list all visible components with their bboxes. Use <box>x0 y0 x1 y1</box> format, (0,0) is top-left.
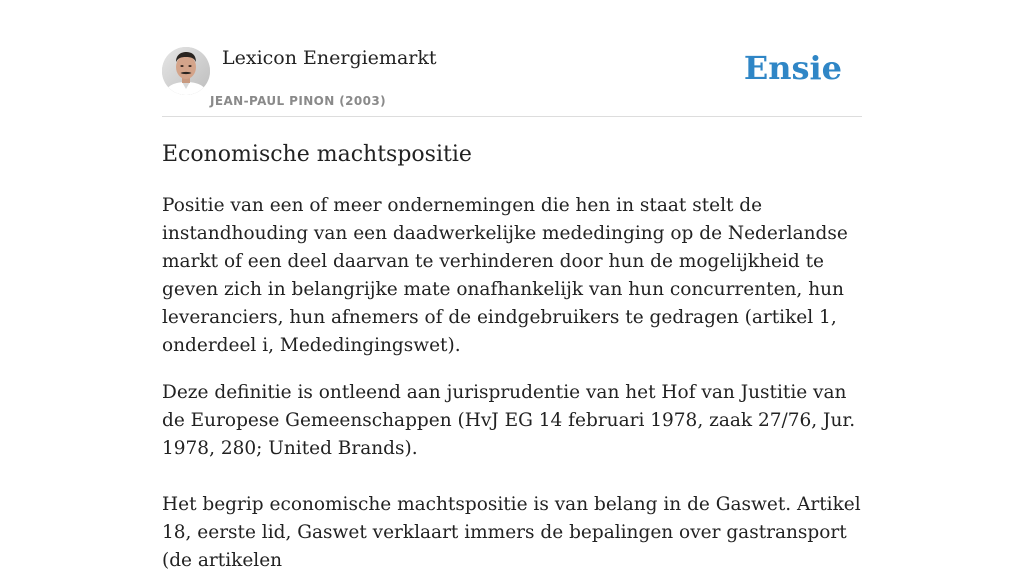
entry-title: Economische machtspositie <box>162 142 472 167</box>
book-title: Lexicon Energiemarkt <box>222 47 437 69</box>
header <box>162 0 862 117</box>
page-container <box>162 0 862 571</box>
author-portrait-icon <box>162 47 210 95</box>
entry-paragraph: Positie van een of meer ondernemingen die hen in staat stelt de instandhouding van een daadwerkelijke mededinging op de Nederlandse markt of een deel daarvan te verhinderen door hun de mogelijkheid te geven zich in belangrijke mate onafhankelijk van hun concurrenten, hun leveranciers, hun afnemers of de eindgebruikers te gedragen (artikel 1, onderdeel i, Mededingingswet). <box>162 195 848 356</box>
brand-logo-link[interactable]: Ensie <box>743 49 842 87</box>
author-avatar <box>162 47 210 95</box>
entry-body <box>162 192 862 575</box>
entry-paragraph: Het begrip economische machtspositie is van belang in de Gaswet. Artikel 18, eerste lid, Gaswet verklaart immers de bepalingen over gastransport (de artikelen <box>162 494 861 571</box>
author-name: JEAN-PAUL PINON (2003) <box>210 94 387 108</box>
entry-paragraph: Deze definitie is ontleend aan jurisprudentie van het Hof van Justitie van de Europese Gemeenschappen (HvJ EG 14 februari 1978, zaak 27/76, Jur. 1978, 280; United Brands). <box>162 382 856 459</box>
